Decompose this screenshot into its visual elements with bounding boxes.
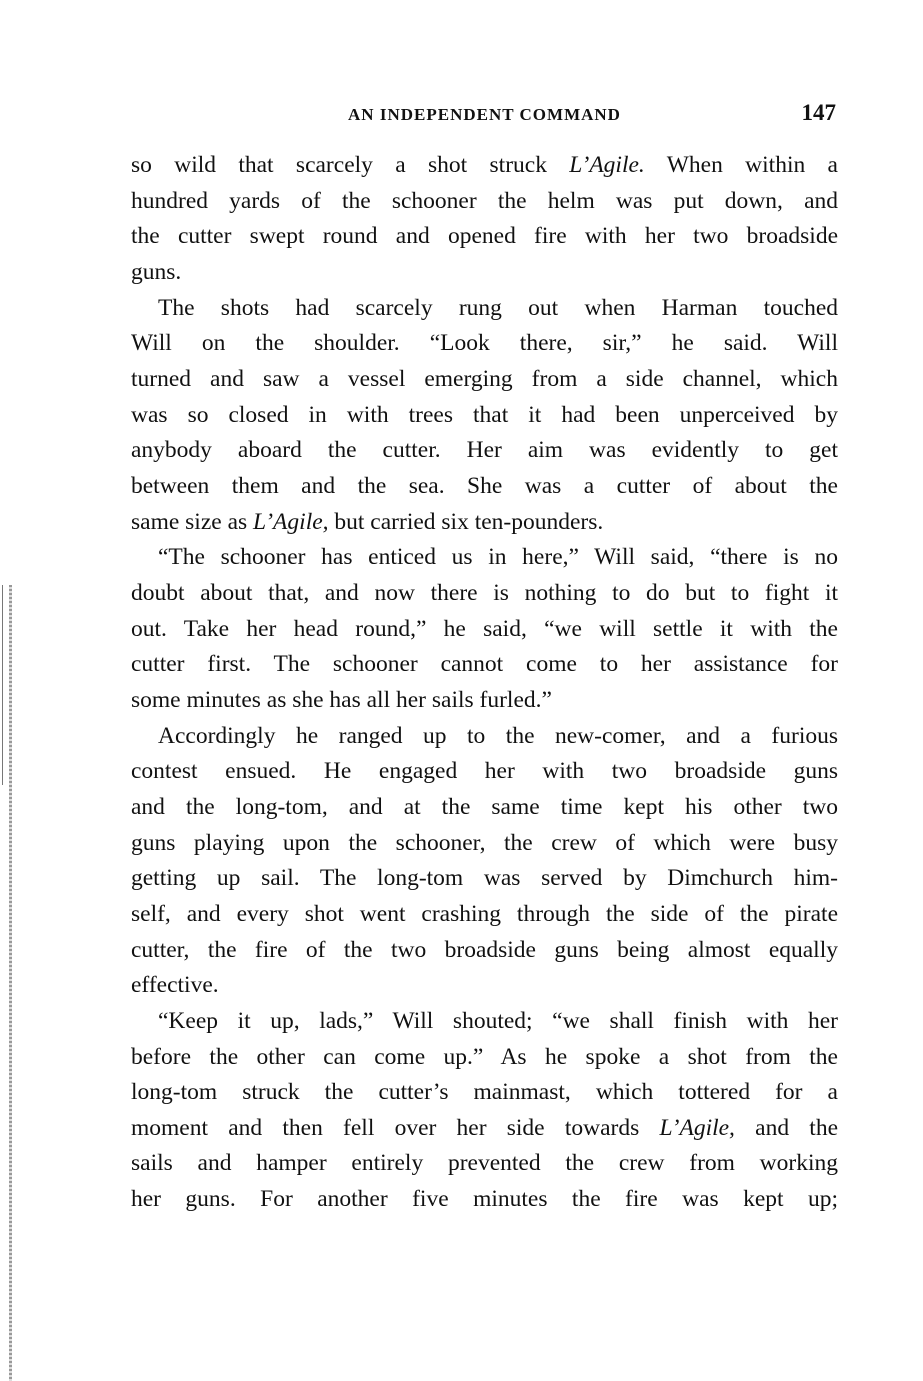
text-span: Will on the shoulder. “Look there, sir,” he said. Will xyxy=(131,330,838,357)
running-title: AN INDEPENDENT COMMAND xyxy=(348,105,621,124)
text-span: out. Take her head round,” he said, “we will settle it with the xyxy=(131,615,838,642)
text-line xyxy=(131,935,838,965)
text-line xyxy=(131,899,838,929)
text-line xyxy=(131,828,838,858)
text-line xyxy=(131,649,838,679)
text-line xyxy=(131,150,838,180)
text-line xyxy=(131,721,838,751)
text-line xyxy=(131,863,838,893)
text-line xyxy=(131,400,838,430)
text-line xyxy=(131,221,838,251)
text-line xyxy=(131,364,838,394)
text-line xyxy=(131,471,838,501)
text-line xyxy=(131,1148,838,1178)
text-span: her guns. For another five minutes the fire was kept up; xyxy=(131,1186,838,1213)
text-line xyxy=(131,578,838,608)
text-span: cutter first. The schooner cannot come to her assistance for xyxy=(131,651,838,678)
text-span: long-tom struck the cutter’s mainmast, which tottered for a xyxy=(131,1079,838,1106)
text-line xyxy=(131,435,838,465)
text-line xyxy=(131,685,838,715)
scan-edge-line xyxy=(2,585,3,785)
text-span: The shots had scarcely rung out when Harman touched xyxy=(158,294,838,321)
text-span: before the other can come up.” As he spoke a shot from the xyxy=(131,1043,838,1070)
italic-ship-name: L’Agile. xyxy=(569,152,645,178)
text-line xyxy=(131,1006,838,1036)
text-line xyxy=(131,542,838,572)
text-span: anybody aboard the cutter. Her aim was evidently to get xyxy=(131,437,838,464)
text-span: sails and hamper entirely prevented the crew from working xyxy=(131,1150,838,1177)
text-line xyxy=(131,756,838,786)
page-number: 147 xyxy=(801,100,836,125)
text-span: contest ensued. He engaged her with two broadside guns xyxy=(131,758,838,785)
text-line xyxy=(131,614,838,644)
text-span: “Keep it up, lads,” Will shouted; “we shall finish with her xyxy=(158,1007,838,1034)
text-line xyxy=(131,257,838,287)
text-span: turned and saw a vessel emerging from a side channel, which xyxy=(131,365,838,392)
text-span: between them and the sea. She was a cutter of about the xyxy=(131,472,838,499)
italic-ship-name: L’Agile, xyxy=(659,1114,735,1141)
text-span: some minutes as she has all her sails furled.” xyxy=(131,686,552,713)
text-span: doubt about that, and now there is nothing to do but to fight it xyxy=(131,579,838,606)
scan-edge xyxy=(9,585,12,1381)
text-span: same size as xyxy=(131,508,254,535)
text-span: “The schooner has enticed us in here,” Will said, “there is no xyxy=(158,544,838,571)
text-line xyxy=(131,507,838,537)
text-line xyxy=(131,1077,838,1107)
text-span: self, and every shot went crashing through the side of the pirate xyxy=(131,900,838,927)
text-span: moment and then fell over her side towards xyxy=(131,1114,660,1141)
text-span: was so closed in with trees that it had been unperceived by xyxy=(131,401,838,428)
running-header xyxy=(131,102,838,132)
text-span: Accordingly he ranged up to the new-comer, and a furious xyxy=(158,722,838,749)
text-span: and the long-tom, and at the same time kept his other two xyxy=(131,793,838,820)
text-line xyxy=(131,970,838,1000)
text-span: When within a xyxy=(644,152,838,178)
text-line xyxy=(131,1184,838,1214)
text-span: so wild that scarcely a shot struck xyxy=(131,152,570,178)
text-span: guns playing upon the schooner, the crew of which were busy xyxy=(131,829,838,856)
text-span: the cutter swept round and opened fire with her two broadside xyxy=(131,223,838,250)
text-span: effective. xyxy=(131,972,219,999)
text-line xyxy=(131,186,838,216)
text-span: getting up sail. The long-tom was served by Dimchurch him- xyxy=(131,865,838,892)
text-span: but carried six ten-pounders. xyxy=(328,508,604,535)
text-line xyxy=(131,293,838,323)
italic-ship-name: L’Agile, xyxy=(253,508,329,535)
text-line xyxy=(131,328,838,358)
text-span: guns. xyxy=(131,258,182,285)
text-span: hundred yards of the schooner the helm was put down, and xyxy=(131,187,838,214)
text-line xyxy=(131,1113,838,1143)
text-span: and the xyxy=(734,1114,838,1141)
text-line xyxy=(131,1042,838,1072)
text-span: cutter, the fire of the two broadside guns being almost equally xyxy=(131,936,838,963)
text-line xyxy=(131,792,838,822)
